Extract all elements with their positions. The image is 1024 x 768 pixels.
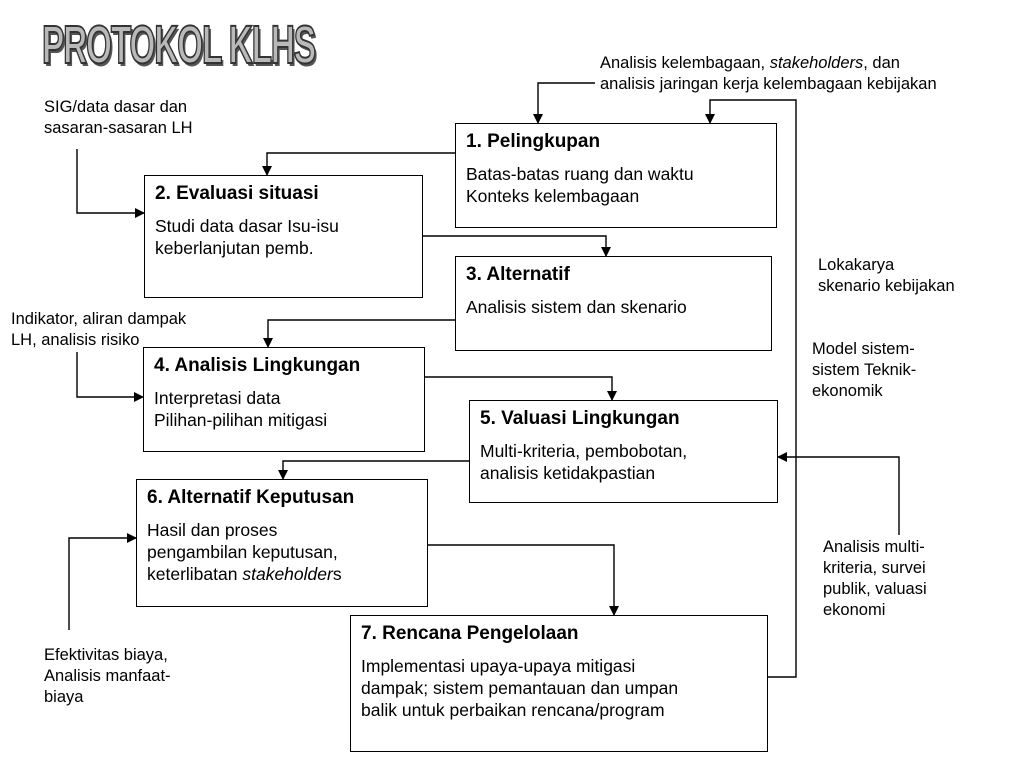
step-box-rencana-pengelolaan [350, 615, 768, 752]
step-box-alternatif-keputusan [136, 479, 428, 607]
step-line: Konteks kelembagaan [466, 186, 640, 206]
step-line: pengambilan keputusan, [147, 542, 338, 562]
step-line: Analisis sistem dan skenario [466, 297, 687, 317]
note-efektivitas: Efektivitas biaya, Analisis manfaat- biaya [44, 646, 171, 706]
step-heading: 3. Alternatif [466, 264, 570, 285]
step-box-pelingkupan [455, 123, 777, 228]
step-line: Studi data dasar Isu-isu [155, 216, 339, 236]
step-line: dampak; sistem pemantauan dan umpan [361, 678, 679, 698]
step-heading: 2. Evaluasi situasi [155, 183, 319, 204]
step-heading: 7. Rencana Pengelolaan [361, 623, 579, 644]
step-line: Multi-kriteria, pembobotan, [480, 441, 688, 461]
arrow-6-to-7 [427, 545, 614, 615]
step-heading: 1. Pelingkupan [466, 131, 601, 152]
step-line: balik untuk perbaikan rencana/program [361, 700, 665, 720]
arrow-kelembagaan-to-1 [538, 83, 595, 123]
note-sig: SIG/data dasar dan sasaran-sasaran LH [44, 98, 193, 137]
note-multikriteria: Analisis multi- kriteria, survei publik, valuasi ekonomi [823, 538, 927, 619]
note-indikator: Indikator, aliran dampak LH, analisis risiko [11, 310, 187, 349]
step-line: analisis ketidakpastian [480, 463, 656, 483]
page-title: PROTOKOL KLHS [42, 15, 315, 75]
note-kelembagaan: Analisis kelembagaan, stakeholders, dan analisis jaringan kerja kelembagaan kebijakan [600, 54, 937, 93]
note-model-sistem: Model sistem- sistem Teknik- ekonomik [812, 340, 917, 400]
step-line: Hasil dan proses [147, 520, 278, 540]
arrow-efektivitas-to-6 [69, 538, 136, 630]
step-line: Interpretasi data [154, 388, 281, 408]
arrow-2-to-3 [421, 236, 606, 256]
arrow-indikator-to-4 [77, 352, 143, 397]
arrow-4-to-5 [424, 377, 612, 400]
step-line: Pilihan-pilihan mitigasi [154, 410, 328, 430]
step-heading: 6. Alternatif Keputusan [147, 487, 355, 508]
arrow-1-to-2 [267, 153, 455, 175]
step-box-evaluasi-situasi [144, 175, 423, 298]
arrow-3-to-4 [268, 320, 455, 347]
step-line: Implementasi upaya-upaya mitigasi [361, 656, 636, 676]
step-heading: 5. Valuasi Lingkungan [480, 408, 680, 429]
step-line: keterlibatan stakeholders [147, 564, 342, 584]
arrow-sig-to-2 [77, 149, 144, 213]
arrow-5-to-6 [283, 461, 469, 479]
step-box-alternatif [455, 256, 772, 351]
step-box-valuasi-lingkungan [469, 400, 778, 503]
note-lokakarya: Lokakarya skenario kebijakan [818, 256, 955, 295]
step-heading: 4. Analisis Lingkungan [154, 355, 361, 376]
step-box-analisis-lingkungan [143, 347, 425, 452]
step-line: Batas-batas ruang dan waktu [466, 164, 694, 184]
step-line: keberlanjutan pemb. [155, 238, 314, 258]
